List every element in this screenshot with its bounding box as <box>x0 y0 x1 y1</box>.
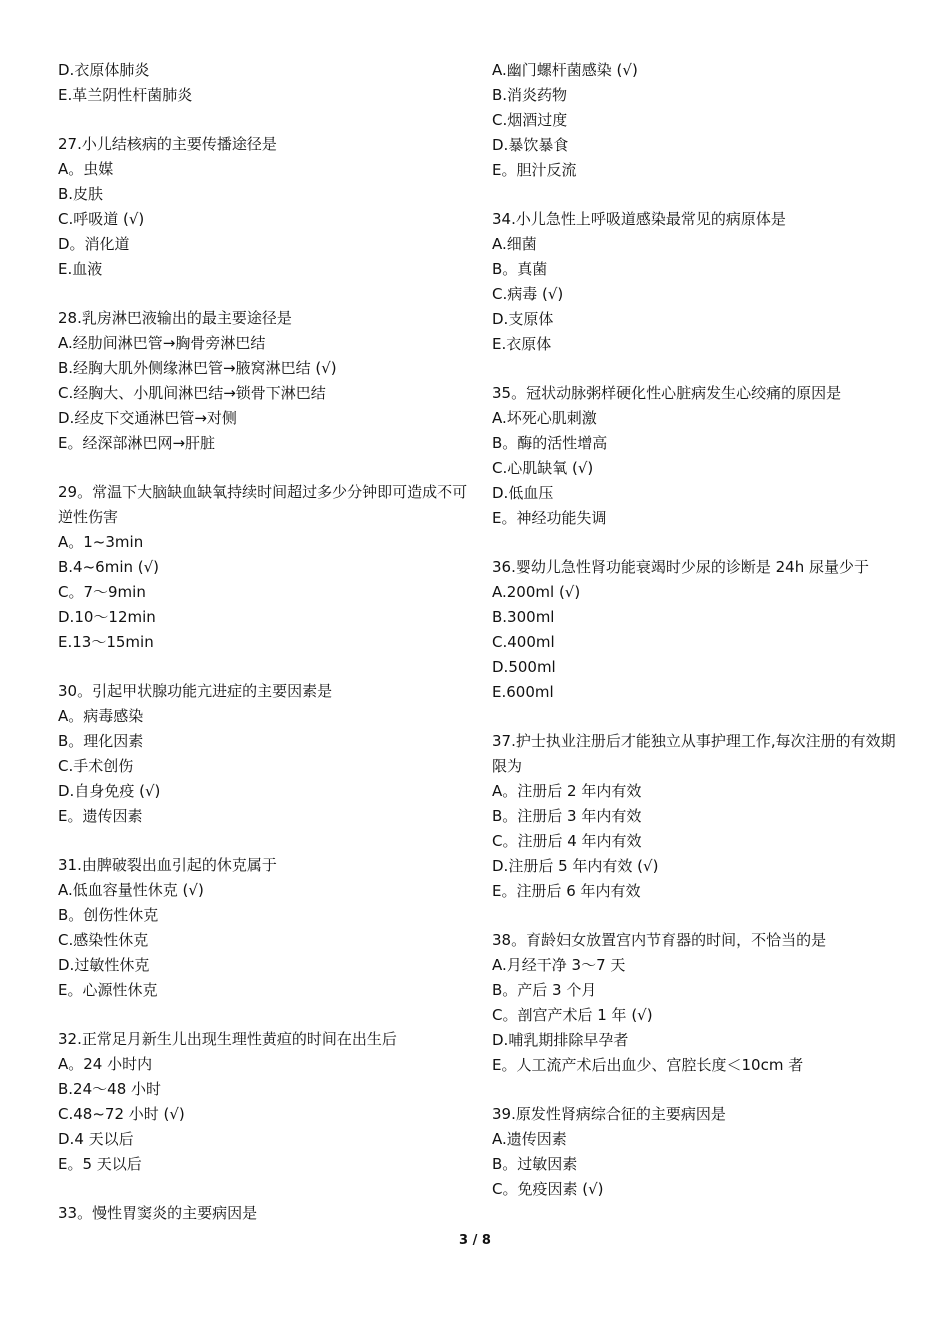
answer-option: D.经皮下交通淋巴管→对侧 <box>58 409 237 427</box>
answer-option: B.皮肤 <box>58 185 104 203</box>
answer-option: C。注册后 4 年内有效 <box>492 832 642 850</box>
answer-option: C.烟酒过度 <box>492 111 568 129</box>
answer-option: B.300ml <box>492 608 555 626</box>
answer-option: E.血液 <box>58 260 103 278</box>
answer-option: B。理化因素 <box>58 732 144 750</box>
question-stem: 35。冠状动脉粥样硬化性心脏病发生心绞痛的原因是 <box>492 384 842 402</box>
right-column <box>492 58 902 1202</box>
spacer <box>492 531 902 555</box>
answer-option: A.月经干净 3～7 天 <box>492 956 626 974</box>
answer-option: E.600ml <box>492 683 554 701</box>
answer-option: C.手术创伤 <box>58 757 134 775</box>
answer-option: A.200ml (√) <box>492 583 581 601</box>
answer-option: E。胆汁反流 <box>492 161 577 179</box>
answer-option: A。病毒感染 <box>58 707 144 725</box>
answer-option: C。7～9min <box>58 583 146 601</box>
answer-option: A。注册后 2 年内有效 <box>492 782 642 800</box>
answer-option: E。人工流产术后出血少、宫腔长度＜10cm 者 <box>492 1056 804 1074</box>
question-stem: 38。育龄妇女放置宫内节育器的时间，不恰当的是 <box>492 931 827 949</box>
answer-option: C.400ml <box>492 633 555 651</box>
answer-option: A.细菌 <box>492 235 537 253</box>
question-stem: 29。常温下大脑缺血缺氧持续时间超过多少分钟即可造成不可逆性伤害 <box>58 483 468 526</box>
question-stem: 31.由脾破裂出血引起的休克属于 <box>58 856 277 874</box>
answer-option: E。注册后 6 年内有效 <box>492 882 641 900</box>
answer-option: D.自身免疫 (√) <box>58 782 161 800</box>
spacer <box>58 655 468 679</box>
answer-option: D.500ml <box>492 658 556 676</box>
answer-option: B。产后 3 个月 <box>492 981 597 999</box>
answer-option: D.哺乳期排除早孕者 <box>492 1031 629 1049</box>
spacer <box>492 904 902 928</box>
answer-option: E.衣原体 <box>492 335 552 353</box>
answer-option: B.4~6min (√) <box>58 558 160 576</box>
answer-option: B.消炎药物 <box>492 86 568 104</box>
answer-option: C.呼吸道 (√) <box>58 210 145 228</box>
spacer <box>492 183 902 207</box>
answer-option: B。过敏因素 <box>492 1155 578 1173</box>
answer-option: D.支原体 <box>492 310 554 328</box>
answer-option: E。5 天以后 <box>58 1155 142 1173</box>
spacer <box>58 282 468 306</box>
page-number: 3 / 8 <box>459 1233 491 1248</box>
answer-option: B.24～48 小时 <box>58 1080 162 1098</box>
answer-option: E。神经功能失调 <box>492 509 607 527</box>
answer-option: C.感染性休克 <box>58 931 149 949</box>
question-stem: 34.小儿急性上呼吸道感染最常见的病原体是 <box>492 210 786 228</box>
answer-option: D.低血压 <box>492 484 554 502</box>
answer-option: A.遗传因素 <box>492 1130 567 1148</box>
question-stem: 36.婴幼儿急性肾功能衰竭时少尿的诊断是 24h 尿量少于 <box>492 558 869 576</box>
question-stem: 27.小儿结核病的主要传播途径是 <box>58 135 277 153</box>
answer-option: A.低血容量性休克 (√) <box>58 881 204 899</box>
answer-option: B。创伤性休克 <box>58 906 159 924</box>
answer-option: B.经胸大肌外侧缘淋巴管→腋窝淋巴结 (√) <box>58 359 337 377</box>
answer-option: D.暴饮暴食 <box>492 136 569 154</box>
answer-option: D。消化道 <box>58 235 130 253</box>
answer-option: D.注册后 5 年内有效 (√) <box>492 857 659 875</box>
answer-option: C.心肌缺氧 (√) <box>492 459 594 477</box>
spacer <box>492 705 902 729</box>
spacer <box>492 357 902 381</box>
question-stem: 33。慢性胃窦炎的主要病因是 <box>58 1204 258 1222</box>
spacer <box>492 1078 902 1102</box>
answer-option: E.革兰阴性杆菌肺炎 <box>58 86 193 104</box>
answer-option: A.坏死心肌刺激 <box>492 409 597 427</box>
answer-option: C.病毒 (√) <box>492 285 564 303</box>
spacer <box>58 456 468 480</box>
spacer <box>58 1003 468 1027</box>
question-stem: 30。引起甲状腺功能亢进症的主要因素是 <box>58 682 333 700</box>
answer-option: B。酶的活性增高 <box>492 434 608 452</box>
answer-option: A。虫媒 <box>58 160 114 178</box>
answer-option: A。1~3min <box>58 533 144 551</box>
question-stem: 37.护士执业注册后才能独立从事护理工作,每次注册的有效期限为 <box>492 732 896 775</box>
spacer <box>58 108 468 132</box>
answer-option: A.经肋间淋巴管→胸骨旁淋巴结 <box>58 334 266 352</box>
answer-option: C.经胸大、小肌间淋巴结→锁骨下淋巴结 <box>58 384 326 402</box>
answer-option: A。24 小时内 <box>58 1055 153 1073</box>
answer-option: C.48~72 小时 (√) <box>58 1105 185 1123</box>
answer-option: E。遗传因素 <box>58 807 143 825</box>
answer-option: D.10～12min <box>58 608 156 626</box>
answer-option: C。免疫因素 (√) <box>492 1180 604 1198</box>
answer-option: D.4 天以后 <box>58 1130 134 1148</box>
question-stem: 39.原发性肾病综合征的主要病因是 <box>492 1105 726 1123</box>
answer-option: D.衣原体肺炎 <box>58 61 150 79</box>
left-column <box>58 58 468 1226</box>
answer-option: C。剖宫产术后 1 年 (√) <box>492 1006 653 1024</box>
answer-option: E。心源性休克 <box>58 981 158 999</box>
spacer <box>58 829 468 853</box>
question-stem: 28.乳房淋巴液输出的最主要途径是 <box>58 309 292 327</box>
spacer <box>58 1177 468 1201</box>
question-stem: 32.正常足月新生儿出现生理性黄疸的时间在出生后 <box>58 1030 397 1048</box>
answer-option: B。注册后 3 年内有效 <box>492 807 642 825</box>
answer-option: E。经深部淋巴网→肝脏 <box>58 434 216 452</box>
answer-option: E.13～15min <box>58 633 154 651</box>
answer-option: B。真菌 <box>492 260 548 278</box>
answer-option: D.过敏性休克 <box>58 956 150 974</box>
answer-option: A.幽门螺杆菌感染 (√) <box>492 61 638 79</box>
